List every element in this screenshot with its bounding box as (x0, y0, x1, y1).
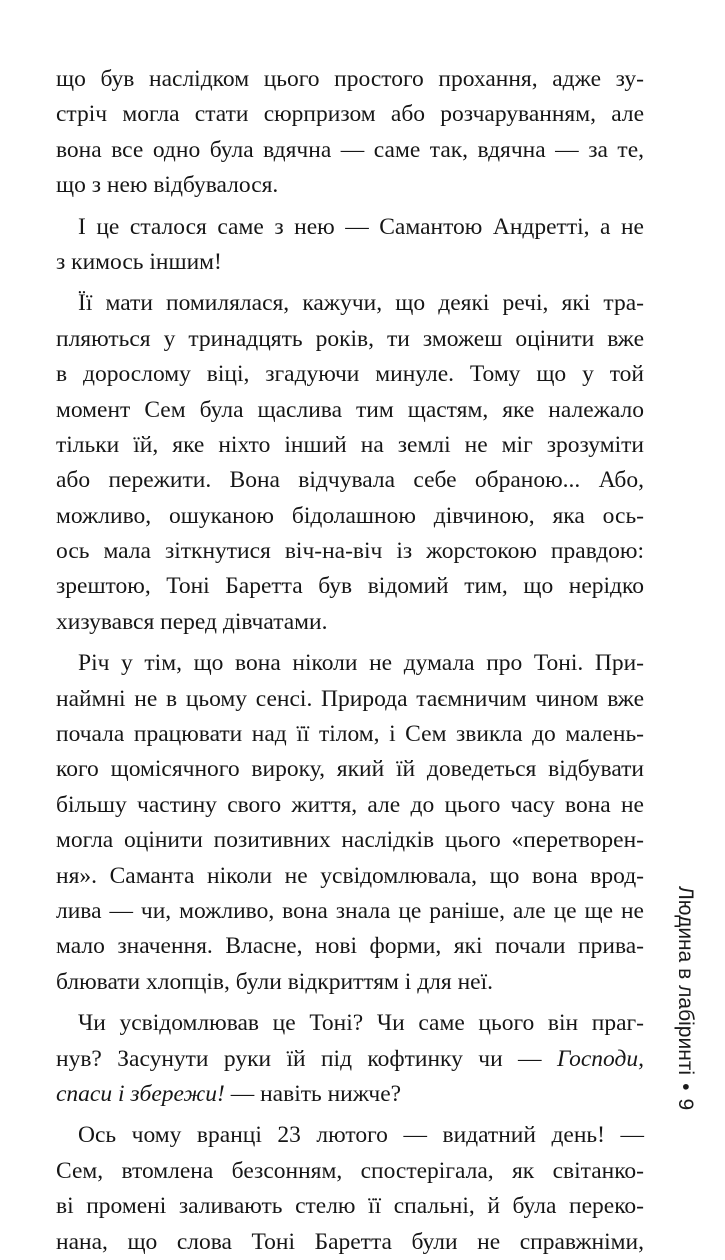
text-line (56, 463, 644, 498)
text-line (56, 682, 644, 717)
line-text: Річ у тім, що вона ніколи не думала про Тоні. При- (78, 650, 644, 677)
text-line (56, 965, 644, 1000)
running-head (660, 886, 710, 1186)
line-text: що був наслідком цього простого прохання, адже зу- (56, 66, 644, 92)
text-line (56, 499, 644, 534)
line-text: що з нею відбувалося. (56, 172, 279, 199)
page-number: 9 (674, 1098, 697, 1111)
line-text: Сем, втомлена безсонням, спостерігала, як світанко- (56, 1157, 644, 1184)
text-line (56, 62, 644, 97)
line-text: мало значення. Власне, нові форми, які почали прива- (56, 933, 644, 960)
line-text: стріч могла стати сюрпризом або розчаруванням, але (56, 101, 644, 128)
line-text: ось мала зіткнутися віч-на-віч із жорстокою правдою: (56, 538, 644, 565)
text-line (56, 322, 644, 357)
line-text: Чи усвідомлював це Тоні? Чи саме цього він праг- (78, 1010, 644, 1037)
line-text: ві промені заливають стелю її спальні, й була переко- (56, 1193, 644, 1220)
text-line (56, 1077, 644, 1112)
text-line (56, 393, 644, 428)
text-line (56, 133, 644, 168)
line-text: зрештою, Тоні Баретта був відомий тим, що нерідко (56, 573, 644, 600)
line-text: могла оцінити позитивних наслідків цього «перетворен- (56, 827, 644, 854)
line-text: момент Сем була щаслива тим щастям, яке належало (56, 396, 644, 423)
line-text: можливо, ошуканою бідолашною дівчиною, яка ось- (56, 502, 644, 529)
text-line (56, 534, 644, 569)
text-line (56, 1154, 644, 1189)
line-text: або пережити. Вона відчувала себе обраною... Або, (56, 467, 644, 494)
body-text (56, 62, 644, 1260)
text-line (56, 1189, 644, 1224)
text-line (56, 823, 644, 858)
text-line (56, 1006, 644, 1041)
line-text: хизувався перед дівчатами. (56, 608, 328, 635)
text-line (56, 605, 644, 640)
line-text: пляються у тринадцять років, ти зможеш оцінити вже (56, 325, 644, 352)
text-line (56, 245, 644, 280)
line-italic: Господи, (556, 1045, 644, 1072)
book-title: Людина в лабіринті (674, 886, 697, 1076)
line-text: нана, що слова Тоні Баретта були не справжніми, (56, 1228, 644, 1255)
text-line (56, 97, 644, 132)
text-line (56, 894, 644, 929)
text-line (56, 286, 644, 321)
line-text: І це сталося саме з нею — Самантою Андретті, а не (78, 213, 644, 240)
line-italic: спаси і збережи! (56, 1080, 225, 1107)
line-text: почала працювати над її тілом, і Сем звикла до малень- (56, 721, 644, 748)
line-text: ня». Саманта ніколи не усвідомлювала, що вона врод- (56, 862, 644, 889)
text-line (56, 168, 644, 203)
text-line (56, 788, 644, 823)
line-text: блювати хлопців, були відкриттям і для неї. (56, 968, 493, 995)
line-text: лива — чи, можливо, вона знала це раніше, але це ще не (56, 897, 644, 924)
text-line (56, 752, 644, 787)
line-text: більшу частину свого життя, але до цього часу вона не (56, 791, 644, 818)
text-line (56, 717, 644, 752)
line-text: Її мати помилялася, кажучи, що деякі речі, які тра- (78, 290, 644, 317)
separator-dot: • (674, 1083, 697, 1091)
line-text: кого щомісячного вироку, який їй доведеться відбувати (56, 756, 644, 783)
text-line (56, 357, 644, 392)
line-text: вона все одно була вдячна — саме так, вдячна — за те, (56, 136, 644, 163)
line-text: в дорослому віці, згадуючи минуле. Тому що у той (56, 361, 644, 388)
text-line (56, 1042, 644, 1077)
text-line (56, 859, 644, 894)
text-line (56, 929, 644, 964)
text-line (56, 1118, 644, 1153)
line-text: наймні не в цьому сенсі. Природа таємничим чином вже (56, 685, 644, 712)
line-text: тільки їй, яке ніхто інший на землі не міг зрозуміти (56, 431, 644, 458)
text-line (56, 210, 644, 245)
text-line (56, 1225, 644, 1260)
line-text: нув? Засунути руки їй під кофтинку чи — (56, 1045, 557, 1072)
line-text: Ось чому вранці 23 лютого — видатний день! — (78, 1122, 644, 1149)
text-line (56, 428, 644, 463)
text-line (56, 646, 644, 681)
line-text-after: — навіть нижче? (224, 1080, 402, 1107)
text-line (56, 569, 644, 604)
line-text: з кимось іншим! (56, 248, 222, 275)
